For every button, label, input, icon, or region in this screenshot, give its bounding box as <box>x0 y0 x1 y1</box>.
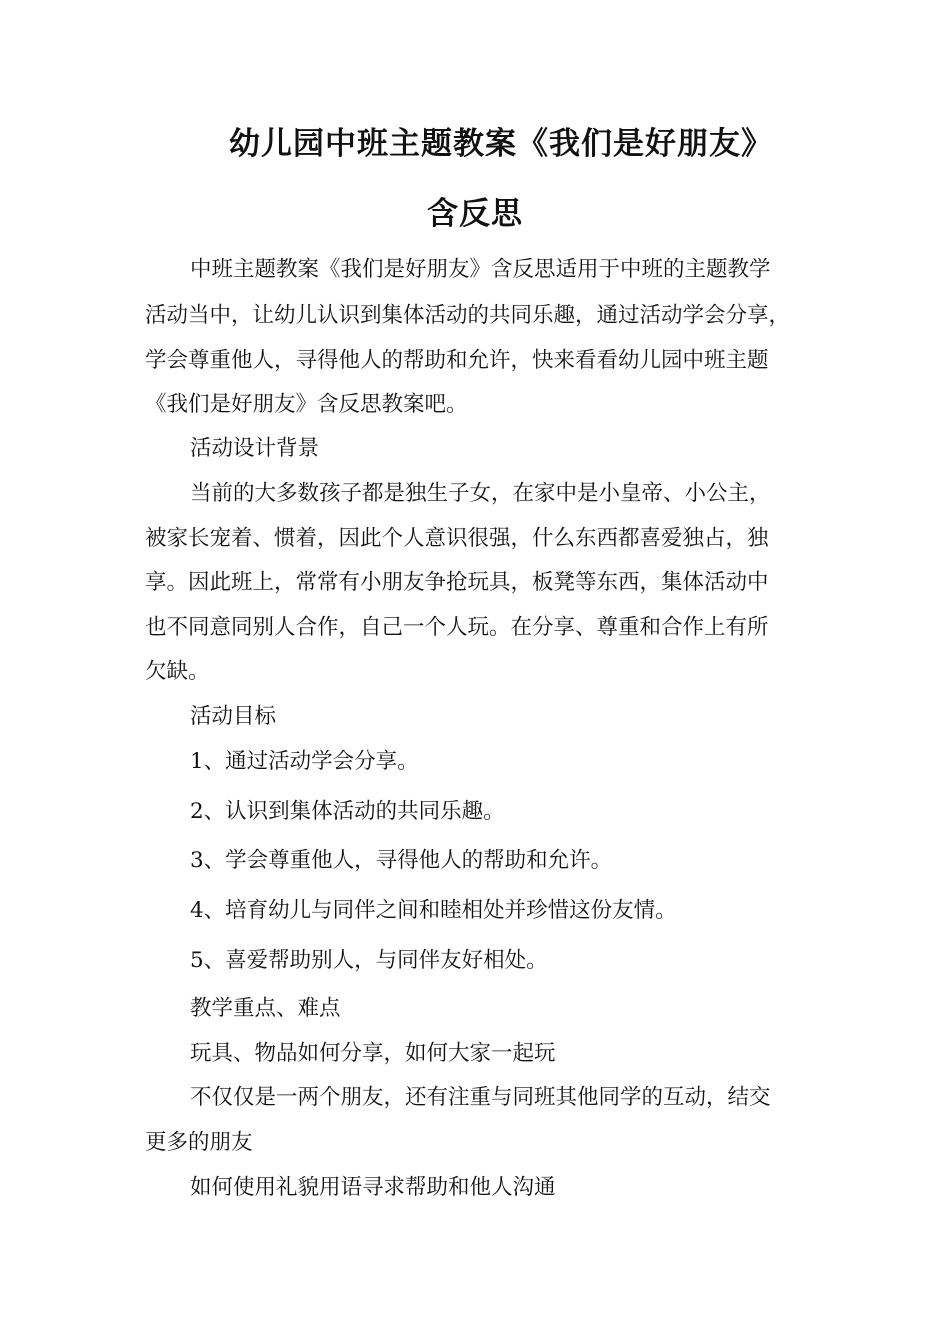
key-point-1: 玩具、物品如何分享，如何大家一起玩 <box>190 1041 556 1066</box>
background-paragraph-line: 也不同意同别人合作，自己一个人玩。在分享、尊重和合作上有所 <box>145 615 769 640</box>
intro-paragraph-line: 学会尊重他人，寻得他人的帮助和允许，快来看看幼儿园中班主题 <box>145 348 769 373</box>
background-paragraph-line: 当前的大多数孩子都是独生子女，在家中是小皇帝、小公主， <box>190 481 771 506</box>
goal-item: 5、喜爱帮助别人，与同伴友好相处。 <box>190 948 548 973</box>
goal-item: 2、认识到集体活动的共同乐趣。 <box>190 799 505 824</box>
background-paragraph-line: 欠缺。 <box>145 659 210 684</box>
intro-paragraph-line: 《我们是好朋友》含反思教案吧。 <box>145 392 468 417</box>
goal-item: 1、通过活动学会分享。 <box>190 749 419 774</box>
document-title-line-1: 幼儿园中班主题教案《我们是好朋友》 <box>229 126 773 162</box>
goal-item: 3、学会尊重他人，寻得他人的帮助和允许。 <box>190 848 613 873</box>
key-point-2-line: 不仅仅是一两个朋友，还有注重与同班其他同学的互动，结交 <box>190 1085 771 1110</box>
key-point-3: 如何使用礼貌用语寻求帮助和他人沟通 <box>190 1175 556 1200</box>
background-paragraph-line: 被家长宠着、惯着，因此个人意识很强，什么东西都喜爱独占，独 <box>145 526 769 551</box>
key-point-2-line: 更多的朋友 <box>145 1130 253 1155</box>
intro-paragraph-line: 中班主题教案《我们是好朋友》含反思适用于中班的主题教学 <box>190 257 771 282</box>
key-points-heading: 教学重点、难点 <box>190 996 341 1021</box>
goals-heading: 活动目标 <box>190 704 277 729</box>
document-title-line-2: 含反思 <box>427 196 523 232</box>
intro-paragraph-line: 活动当中，让幼儿认识到集体活动的共同乐趣，通过活动学会分享， <box>145 303 791 328</box>
goal-item: 4、培育幼儿与同伴之间和睦相处并珍惜这份友情。 <box>190 898 677 923</box>
background-heading: 活动设计背景 <box>190 436 320 461</box>
background-paragraph-line: 享。因此班上，常常有小朋友争抢玩具，板凳等东西，集体活动中 <box>145 570 769 595</box>
